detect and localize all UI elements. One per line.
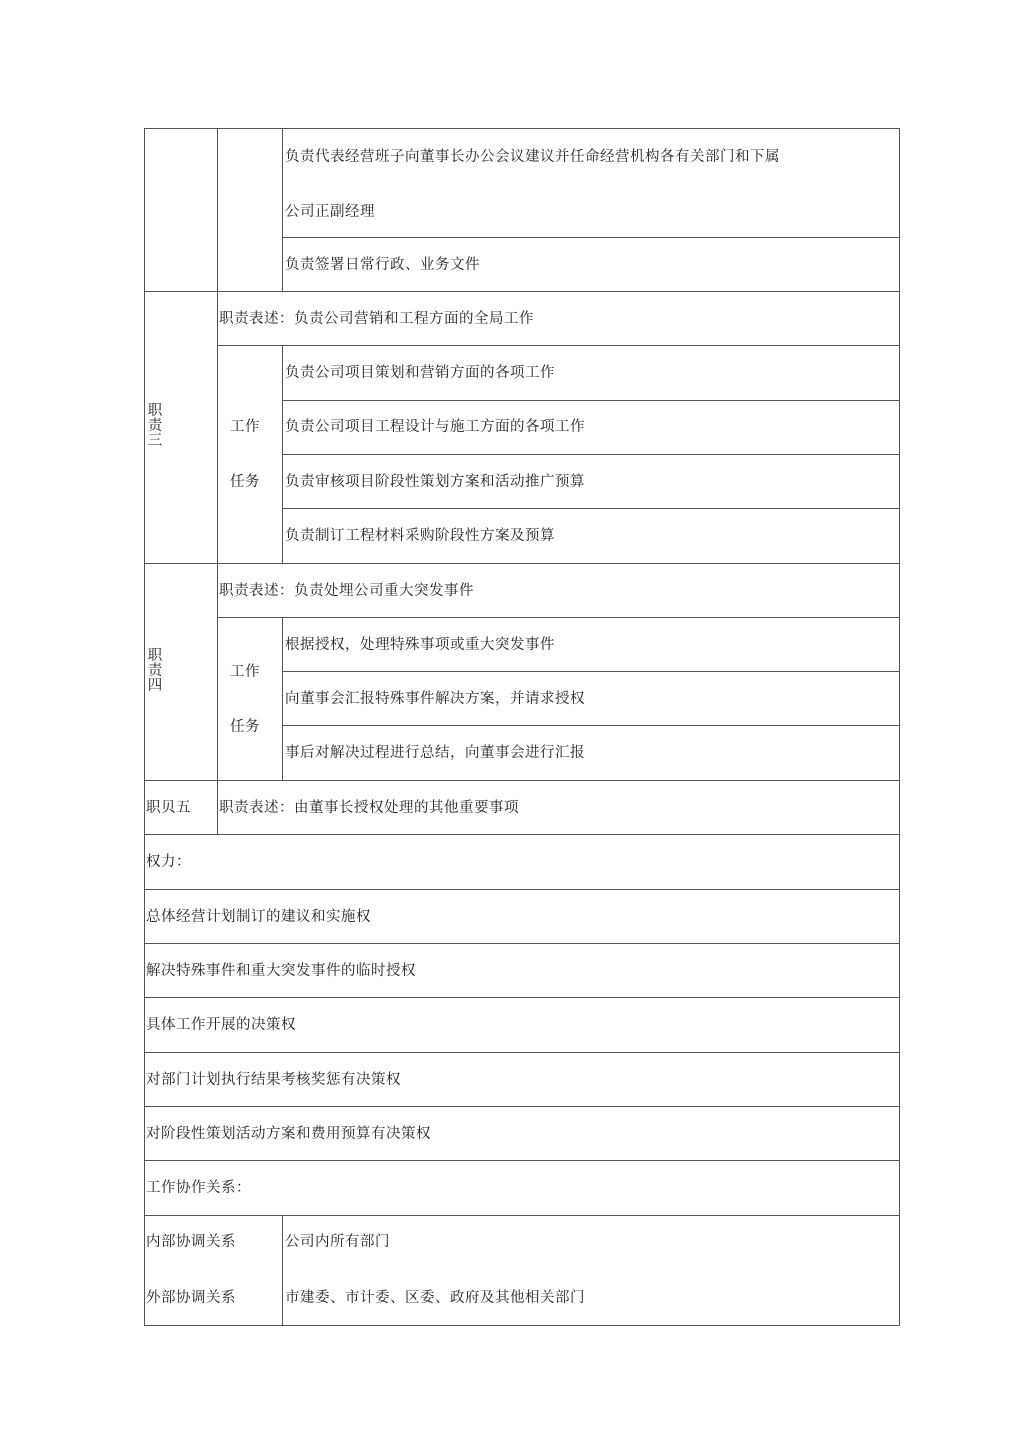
row-divider [144,1052,900,1053]
table-border-top [144,128,900,129]
row-divider [282,725,900,726]
row-divider [144,997,900,998]
task-text: 根据授权，处理特殊事项或重大突发事件 [285,637,555,653]
row-divider [144,943,900,944]
duty-label: 职贝五 [146,800,191,816]
row-divider [282,508,900,509]
task-label: 工作 [230,419,260,435]
row-divider [282,400,900,401]
row-divider [144,1215,900,1216]
task-label: 工作 [230,664,260,680]
job-description-table [144,128,900,1326]
row-divider [144,834,900,835]
col-divider [282,617,283,781]
duty-description: 职责表述：负责公司营销和工程方面的全局工作 [219,311,534,327]
row-divider [144,1106,900,1107]
internal-relation-value: 公司内所有部门 [285,1234,390,1250]
duty-label: 职责三 [147,403,163,449]
col-divider [282,1215,283,1326]
row-divider [282,671,900,672]
task-text: 负责公司项目工程设计与施工方面的各项工作 [285,419,585,435]
duty-label: 职责四 [147,648,163,694]
col-divider [282,345,283,564]
table-border-right [899,128,900,1326]
relations-heading: 工作协作关系： [146,1180,251,1196]
row-divider [144,1160,900,1161]
task-text: 事后对解决过程进行总结，向董事会进行汇报 [285,745,585,761]
row-divider [282,237,900,238]
task-text: 负责制订工程材料采购阶段性方案及预算 [285,528,555,544]
row-divider [217,345,900,346]
power-item: 具体工作开展的决策权 [146,1017,296,1033]
task-label: 任务 [230,474,260,490]
row-divider [282,454,900,455]
duty-description: 职责表述：由董事长授权处理的其他重要事项 [219,800,519,816]
external-relation-value: 市建委、市计委、区委、政府及其他相关部门 [285,1290,585,1306]
power-item: 对部门计划执行结果考核奖惩有决策权 [146,1072,401,1088]
table-border-left [144,128,145,1326]
task-text: 向董事会汇报特殊事件解决方案，并请求授权 [285,691,585,707]
row-divider [144,563,900,564]
power-item: 对阶段性策划活动方案和费用预算有决策权 [146,1126,431,1142]
duty-description: 职责表述：负责处埋公司重大突发事件 [219,583,474,599]
row-divider [217,617,900,618]
row-divider [144,291,900,292]
task-text: 负责审核项目阶段性策划方案和活动推广预算 [285,474,585,490]
external-relation-label: 外部协调关系 [146,1290,236,1306]
powers-heading: 权力： [146,854,191,870]
table-border-bottom [144,1325,900,1326]
col-divider [217,128,218,834]
power-item: 解决特殊事件和重大突发事件的临时授权 [146,963,416,979]
power-item: 总体经营计划制订的建议和实施权 [146,909,371,925]
task-text: 负责签署日常行政、业务文件 [285,257,480,273]
col-divider [282,128,283,292]
internal-relation-label: 内部协调关系 [146,1234,236,1250]
task-label: 任务 [230,719,260,735]
row-divider [144,780,900,781]
row-divider [144,889,900,890]
task-text: 负责代表经营班子向董事长办公会议建议并任命经营机构各有关部门和下属 [285,149,780,165]
task-text: 公司正副经理 [285,204,375,220]
task-text: 负责公司项目策划和营销方面的各项工作 [285,365,555,381]
